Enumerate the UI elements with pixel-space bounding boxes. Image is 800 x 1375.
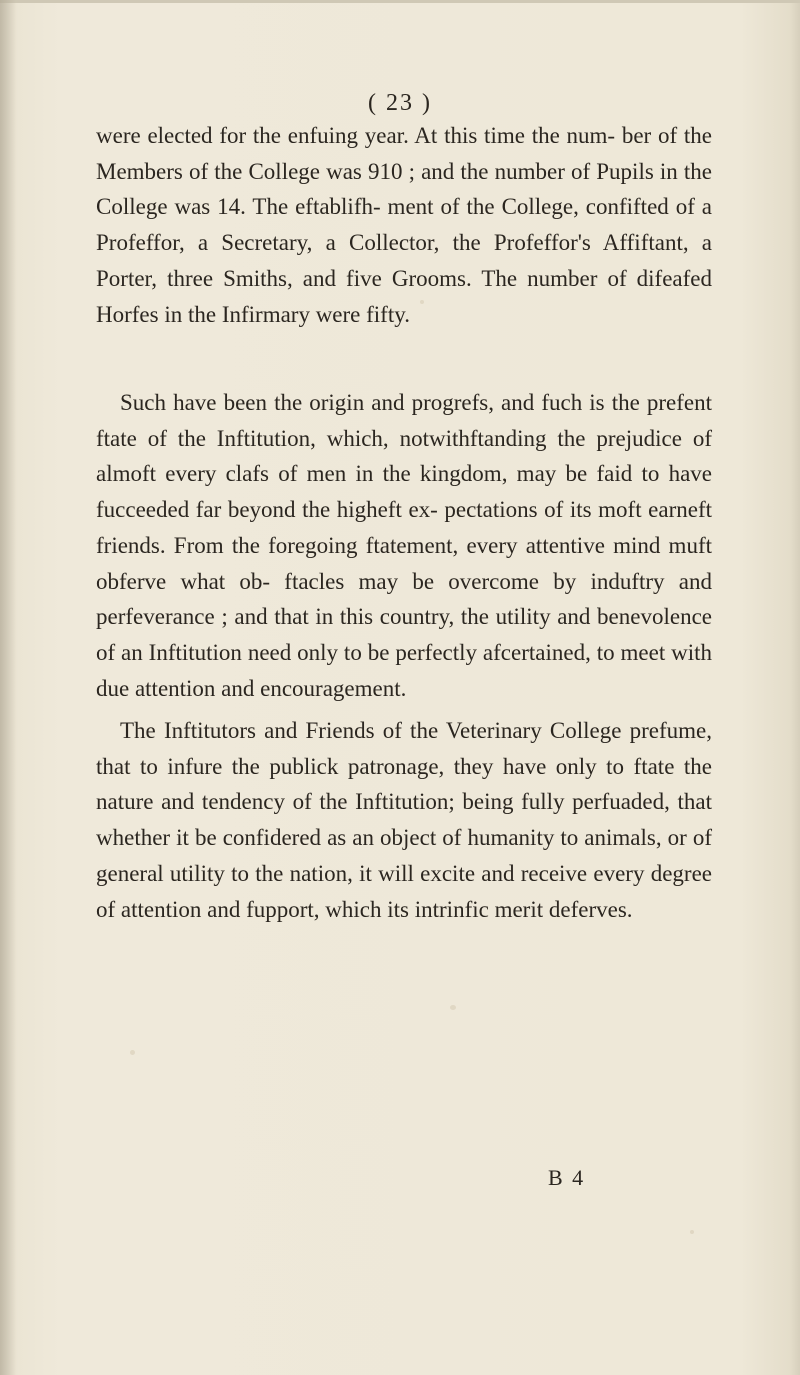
- paragraph-text: The Inftitutors and Friends of the Veterinary College prefume, that to infure the publick patronage, they have only to ftate the nature and tendency of the Inftitution; being fully perfuaded, that whether it be confidered as an object of humanity to animals, or of general utility to the nation, it will excite and receive every degree of attention and fupport, which its intrinfic merit deferves.: [96, 718, 712, 922]
- signature-mark: B 4: [548, 1165, 586, 1190]
- paragraph-2: [96, 385, 712, 706]
- foxing-spot: [130, 1050, 135, 1055]
- gutter-shadow: [0, 0, 16, 1375]
- page-number: ( 23 ): [368, 90, 432, 116]
- page-top-edge: [0, 0, 800, 3]
- paragraph-text: were elected for the enfuing year. At this time the num- ber of the Members of the College was 910 ; and the number of Pupils in the College was 14. The eftablifh- ment of the College, confifted of a Profeffor, a Secretary, a Collector, the Profeffor's Affiftant, a Porter, three Smiths, and five Grooms. The number of difeafed Horfes in the Infirmary were fifty.: [96, 123, 712, 327]
- foxing-spot: [450, 1005, 456, 1010]
- paragraph-text: Such have been the origin and progrefs, and fuch is the prefent ftate of the Inftitution, which, notwithftanding the prejudice of almoft every clafs of men in the kingdom, may be faid to have fucceeded far beyond the higheft ex- pectations of its moft earneft friends. From the foregoing ftatement, every attentive mind muft obferve what ob- ftacles may be overcome by induftry and perfeverance ; and that in this country, the utility and benevolence of an Inftitution need only to be perfectly afcertained, to meet with due attention and encouragement.: [96, 390, 712, 701]
- paragraph-3: [96, 713, 712, 927]
- foxing-spot: [690, 1230, 694, 1234]
- paragraph-1: [96, 118, 712, 332]
